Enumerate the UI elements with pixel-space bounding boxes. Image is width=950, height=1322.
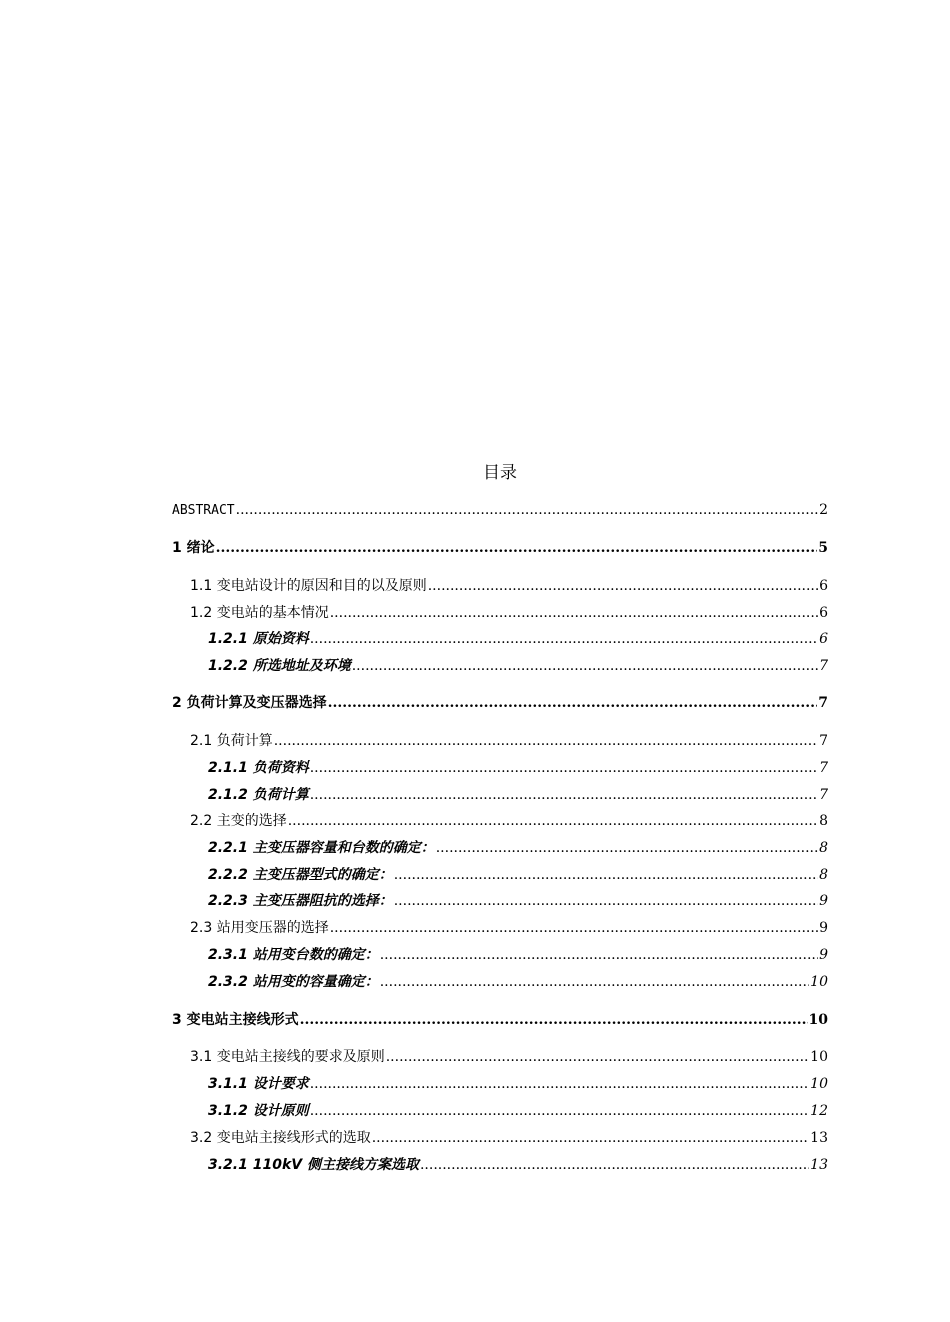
toc-leader (216, 538, 818, 558)
toc-leader (330, 918, 818, 938)
toc-entry-page: 7 (819, 733, 828, 749)
toc-entry[interactable] (172, 538, 828, 558)
toc-leader (310, 758, 818, 778)
toc-entry[interactable] (208, 972, 828, 992)
toc-entry-label: 2.3 站用变压器的选择 (190, 920, 329, 936)
toc-entry-label: 2.2.2 主变压器型式的确定： (208, 867, 393, 883)
toc-leader (328, 693, 818, 713)
toc-entry[interactable] (208, 758, 828, 778)
toc-entry-page: 7 (819, 658, 828, 674)
toc-leader (428, 576, 818, 596)
toc-leader (330, 603, 818, 623)
toc-entry-label: 3.1.2 设计原则 (208, 1103, 309, 1119)
toc-entry-label: 2.1.1 负荷资料 (208, 760, 309, 776)
toc-entry[interactable] (190, 576, 828, 596)
toc-leader (394, 865, 818, 885)
toc-entry[interactable] (190, 811, 828, 831)
toc-entry[interactable] (208, 656, 828, 676)
toc-entry-label: 3.1 变电站主接线的要求及原则 (190, 1049, 385, 1065)
toc-entry-label: 3 变电站主接线形式 (172, 1012, 299, 1028)
toc-entry-label: 1.2 变电站的基本情况 (190, 605, 329, 621)
toc-entry-label: ABSTRACT (172, 503, 235, 518)
toc-entry-page: 6 (819, 631, 828, 647)
toc-leader (310, 1074, 809, 1094)
toc-entry-label: 1.2.1 原始资料 (208, 631, 309, 647)
toc-entry-label: 2.2.1 主变压器容量和台数的确定： (208, 840, 435, 856)
toc-entry-label: 1 绪论 (172, 540, 215, 556)
toc-entry[interactable] (190, 918, 828, 938)
toc-entry-page: 8 (819, 840, 828, 856)
toc-entry-label: 2.3.1 站用变台数的确定： (208, 947, 379, 963)
toc-entry-label: 2.2.3 主变压器阻抗的选择： (208, 893, 393, 909)
toc-entry[interactable] (172, 500, 828, 521)
toc-leader (420, 1155, 809, 1175)
toc-entry[interactable] (208, 1155, 828, 1175)
toc-leader (274, 731, 818, 751)
toc-entry-page: 10 (810, 974, 828, 990)
toc-entry[interactable] (190, 1128, 828, 1148)
toc-entry[interactable] (190, 731, 828, 751)
toc-entry[interactable] (172, 693, 828, 713)
toc-entry[interactable] (208, 891, 828, 911)
toc-entry-page: 6 (819, 605, 828, 621)
toc-leader (310, 1101, 809, 1121)
toc-entry-page: 7 (818, 695, 828, 711)
toc-entry-page: 8 (819, 813, 828, 829)
toc-entry[interactable] (208, 945, 828, 965)
toc-entry-page: 13 (810, 1130, 828, 1146)
toc-entry-label: 1.2.2 所选地址及环境 (208, 658, 351, 674)
toc-entry-page: 2 (819, 502, 828, 518)
toc-entry[interactable] (208, 629, 828, 649)
toc-leader (436, 838, 818, 858)
toc-leader (380, 972, 809, 992)
toc-entry-page: 9 (819, 947, 828, 963)
toc-leader (310, 785, 818, 805)
toc-leader (352, 656, 818, 676)
toc-entry[interactable] (190, 603, 828, 623)
toc-leader (310, 629, 818, 649)
toc-entry-page: 10 (808, 1012, 828, 1028)
toc-leader (300, 1010, 808, 1030)
toc-entry[interactable] (190, 1047, 828, 1067)
toc-leader (372, 1128, 809, 1148)
toc-entry-page: 10 (810, 1049, 828, 1065)
toc-leader (386, 1047, 809, 1067)
toc-entry-page: 6 (819, 578, 828, 594)
toc-entry-label: 3.1.1 设计要求 (208, 1076, 309, 1092)
toc-entry[interactable] (208, 785, 828, 805)
toc-leader (236, 500, 818, 520)
toc-entry-label: 2.1.2 负荷计算 (208, 787, 309, 803)
toc-entry-page: 9 (819, 920, 828, 936)
toc-entry-label: 3.2 变电站主接线形式的选取 (190, 1130, 371, 1146)
toc-entry-page: 7 (819, 760, 828, 776)
toc-entry-page: 9 (819, 893, 828, 909)
toc-leader (288, 811, 818, 831)
toc-entry-label: 2.2 主变的选择 (190, 813, 287, 829)
toc-leader (394, 891, 818, 911)
toc-entry-page: 13 (810, 1157, 828, 1173)
toc-leader (380, 945, 818, 965)
toc-entry-page: 10 (810, 1076, 828, 1092)
toc-entry-label: 2.1 负荷计算 (190, 733, 273, 749)
toc-entry-page: 12 (810, 1103, 828, 1119)
toc-entry-label: 2 负荷计算及变压器选择 (172, 695, 327, 711)
toc-entry[interactable] (208, 865, 828, 885)
toc-entry-label: 1.1 变电站设计的原因和目的以及原则 (190, 578, 427, 594)
toc-title: 目录 (483, 463, 517, 483)
toc-entry-label: 2.3.2 站用变的容量确定： (208, 974, 379, 990)
toc-entry-page: 5 (818, 540, 828, 556)
toc-entry[interactable] (172, 1010, 828, 1030)
toc-entry[interactable] (208, 838, 828, 858)
toc-entry-page: 7 (819, 787, 828, 803)
toc-entry-page: 8 (819, 867, 828, 883)
toc-entry[interactable] (208, 1101, 828, 1121)
toc-entry-label: 3.2.1 110kV 侧主接线方案选取 (208, 1157, 419, 1173)
toc-entry[interactable] (208, 1074, 828, 1094)
